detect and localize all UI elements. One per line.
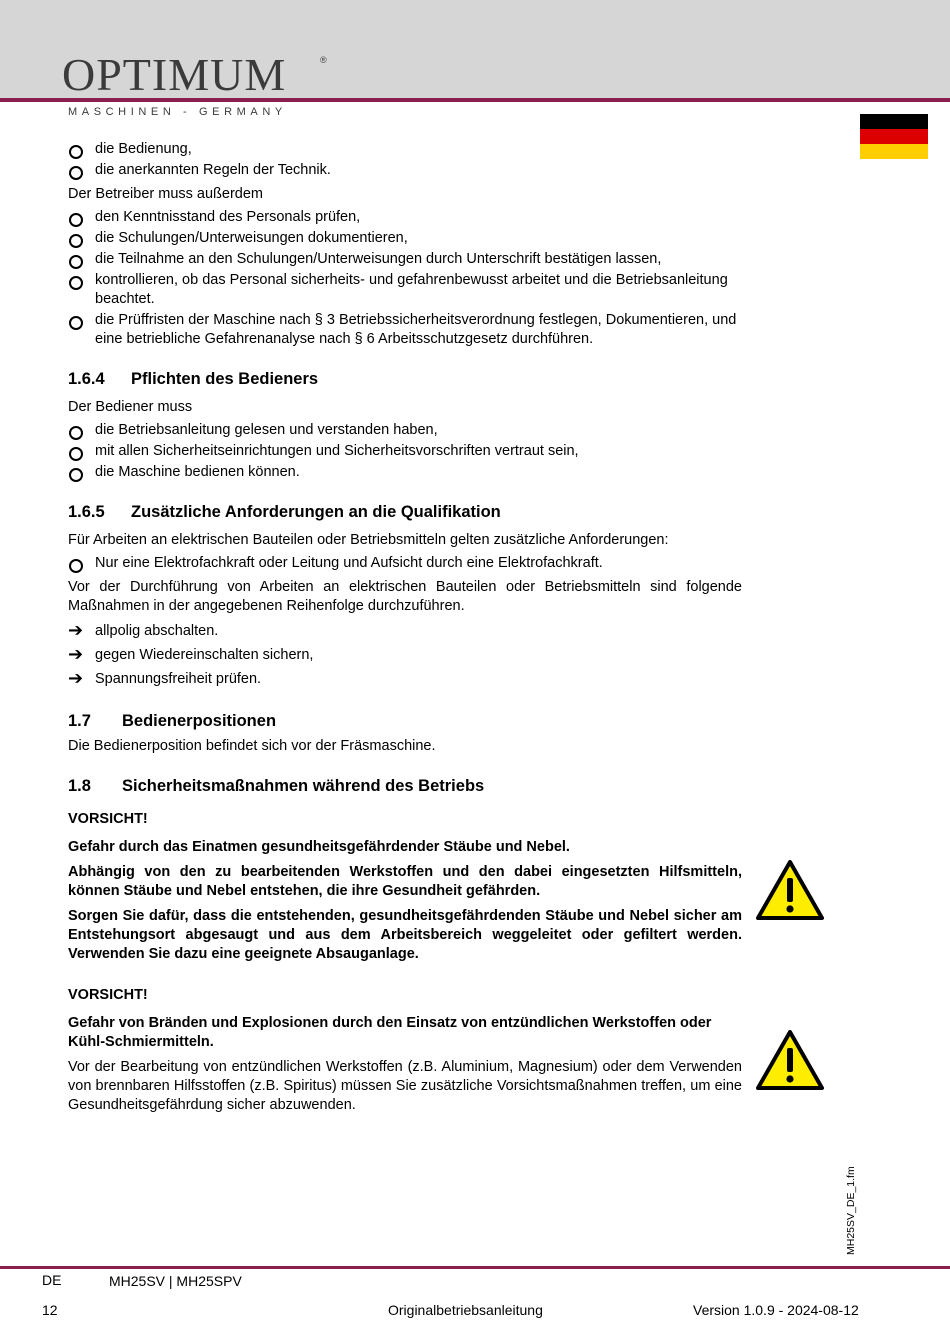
registered-mark: ® [320, 55, 327, 65]
flag-stripe-red [860, 129, 928, 144]
user-duties-list [68, 421, 742, 482]
list-item: die Prüffristen der Maschine nach § 3 Betriebssicherheitsverordnung festlegen, Dokumentieren, und eine betriebliche Gefahrenanalyse nach § 6 Arbeitsschutzgesetz durchführen. [68, 311, 742, 349]
caution-paragraph: Sorgen Sie dafür, dass die entstehenden, gesundheitsgefährdenden Stäube und Nebel sicher am Entstehungsort abgesaugt und aus dem Arbeitsbereich weggeleitet oder gefiltert werden. Verwenden Sie dazu eine geeignete Absauganlage. [68, 908, 742, 962]
section-title: Pflichten des Bedieners [131, 370, 319, 388]
caution-label: VORSICHT! [68, 987, 148, 1003]
procedure-paragraph: Vor der Durchführung von Arbeiten an elektrischen Bauteilen oder Betriebsmitteln sind folgende Maßnahmen in der angegebenen Reihenfolge durchzuführen. [68, 579, 742, 614]
list-item: die Schulungen/Unterweisungen dokumentieren, [68, 229, 742, 248]
file-code: MH25SV_DE_1.fm [845, 1166, 857, 1255]
operator-duties-list [68, 208, 742, 349]
caution-block-dust [68, 810, 742, 964]
list-item: die Teilnahme an den Schulungen/Unterweisungen durch Unterschrift bestätigen lassen, [68, 250, 742, 269]
section-intro: Für Arbeiten an elektrischen Bauteilen oder Betriebsmitteln gelten zusätzliche Anforderungen: [68, 532, 669, 548]
list-item: den Kenntnisstand des Personals prüfen, [68, 208, 742, 227]
warning-triangle-icon [756, 1030, 824, 1090]
section-number: 1.7 [68, 712, 91, 730]
caution-headline: Gefahr durch das Einatmen gesundheitsgefährdender Stäube und Nebel. [68, 839, 570, 855]
footer-language: DE [42, 1272, 62, 1288]
caution-label: VORSICHT! [68, 811, 148, 827]
caution-paragraph: Abhängig von den zu bearbeitenden Werkstoffen und den dabei eingesetzten Hilfsmitteln, können Stäube und Nebel entstehen, die ihre Gesundheit gefährden. [68, 864, 742, 899]
footer-page-number: 12 [42, 1302, 58, 1318]
section-heading-1-8 [68, 776, 742, 796]
qualification-list [68, 554, 742, 573]
section-heading-1-7 [68, 711, 742, 731]
section-heading-1-6-5 [68, 502, 742, 522]
german-flag-icon [860, 114, 928, 159]
list-item: Nur eine Elektrofachkraft oder Leitung und Aufsicht durch eine Elektrofachkraft. [68, 554, 742, 573]
section-number: 1.6.5 [68, 503, 105, 521]
list-item: die Bedienung, [68, 140, 742, 159]
caution-block-fire [68, 986, 742, 1115]
section-text: Die Bedienerposition befindet sich vor der Fräsmaschine. [68, 738, 436, 754]
footer-model: MH25SV | MH25SPV [109, 1273, 242, 1289]
flag-stripe-gold [860, 144, 928, 159]
section-title: Sicherheitsmaßnahmen während des Betriebs [122, 777, 485, 795]
flag-stripe-black [860, 114, 928, 129]
list-item: die Maschine bedienen können. [68, 463, 742, 482]
section-number: 1.8 [68, 777, 91, 795]
section-title: Zusätzliche Anforderungen an die Qualifikation [131, 503, 501, 521]
operator-list-continued [68, 140, 742, 180]
section-title: Bedienerpositionen [122, 712, 277, 730]
caution-headline: Gefahr von Bränden und Explosionen durch den Einsatz von entzündlichen Werkstoffen oder Kühl-Schmiermitteln. [68, 1015, 712, 1050]
list-item: die anerkannten Regeln der Technik. [68, 161, 742, 180]
list-item: kontrollieren, ob das Personal sicherheits- und gefahrenbewusst arbeitet und die Betriebsanleitung beachtet. [68, 271, 742, 309]
section-intro: Der Bediener muss [68, 399, 193, 415]
list-item: mit allen Sicherheitseinrichtungen und Sicherheitsvorschriften vertraut sein, [68, 442, 742, 461]
brand-tagline: MASCHINEN - GERMANY [68, 106, 287, 118]
step-item: ➔ allpolig abschalten. [68, 622, 742, 641]
page-content [68, 140, 742, 1115]
brand-logo: OPTIMUM [62, 49, 287, 100]
procedure-steps [68, 622, 742, 689]
list-item: die Betriebsanleitung gelesen und verstanden haben, [68, 421, 742, 440]
section-heading-1-6-4 [68, 369, 742, 389]
operator-intro: Der Betreiber muss außerdem [68, 186, 264, 202]
warning-triangle-icon [756, 860, 824, 920]
step-item: ➔ gegen Wiedereinschalten sichern, [68, 646, 742, 665]
section-number: 1.6.4 [68, 370, 105, 388]
footer-document-type: Originalbetriebsanleitung [388, 1302, 543, 1318]
step-item: ➔ Spannungsfreiheit prüfen. [68, 670, 742, 689]
footer-rule [0, 1266, 950, 1269]
caution-paragraph: Vor der Bearbeitung von entzündlichen Werkstoffen (z.B. Aluminium, Magnesium) oder dem Verwenden von brennbaren Hilfsstoffen (z.B. Spiritus) müssen Sie zusätzliche Vorsichtsmaßnahmen treffen, um eine Gesundheitsgefährdung sicher abzuwenden. [68, 1059, 742, 1113]
footer-version: Version 1.0.9 - 2024-08-12 [693, 1302, 859, 1318]
